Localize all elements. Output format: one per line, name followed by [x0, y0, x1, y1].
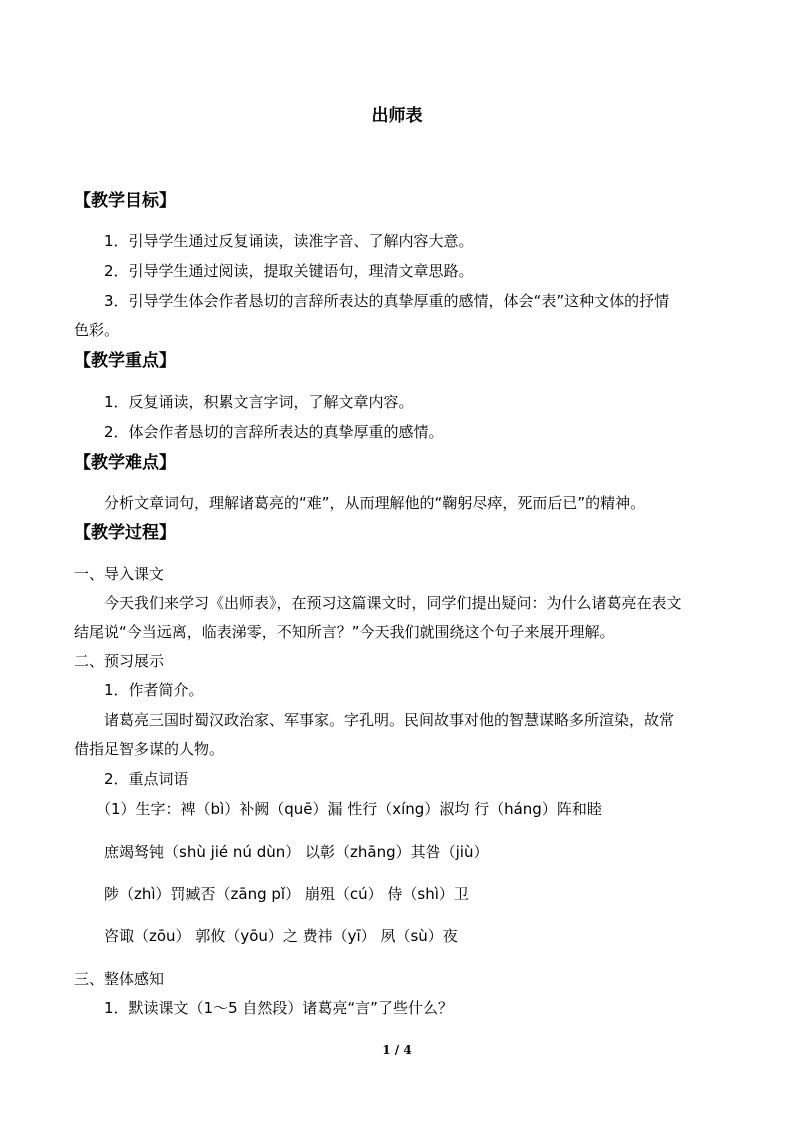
goal-item-2: 2．引导学生通过阅读，提取关键语句，理清文章思路。: [104, 262, 474, 280]
document-title: 出师表: [371, 106, 423, 126]
key-point-item-2: 2．体会作者恳切的言辞所表达的真挚厚重的感情。: [104, 423, 444, 441]
difficulty-text: 分析文章词句，理解诸葛亮的“难”，从而理解他的“鞠躬尽瘁，死而后已”的精神。: [104, 494, 646, 512]
part1-line-2: 结尾说“今当远离，临表涕零，不知所言？”今天我们就围绕这个句子来展开理解。: [74, 623, 615, 641]
author-line-1: 诸葛亮三国时蜀汉政治家、军事家。字孔明。民间故事对他的智慧谋略多所渲染，故常: [104, 711, 675, 729]
part1-line-1: 今天我们来学习《出师表》，在预习这篇课文时，同学们提出疑问：为什么诸葛亮在表文: [104, 594, 682, 612]
key-point-item-1: 1．反复诵读，积累文言字词，了解文章内容。: [104, 393, 414, 411]
goal-item-3-continued: 色彩。: [74, 321, 120, 339]
part2-sub-author: 1．作者简介。: [104, 681, 204, 699]
section-heading-difficulties: 【教学难点】: [74, 453, 176, 473]
vocab-line-1: （1）生字：裨（bì）补阙（quē）漏 性行（xíng）淑均 行（háng）阵和睦: [96, 800, 602, 818]
section-heading-process: 【教学过程】: [74, 523, 176, 543]
part2-heading: 二、预习展示: [74, 652, 165, 670]
section-heading-key-points: 【教学重点】: [74, 351, 176, 371]
vocab-line-2: 庶竭驽钝（shù jié nú dùn） 以彰（zhāng）其咎（jiù）: [104, 843, 489, 861]
part3-heading: 三、整体感知: [74, 970, 165, 988]
section-heading-goals: 【教学目标】: [74, 191, 176, 211]
goal-item-3: 3．引导学生体会作者恳切的言辞所表达的真挚厚重的感情，体会“表”这种文体的抒情: [104, 292, 670, 310]
part2-sub-vocab: 2．重点词语: [104, 770, 189, 788]
vocab-line-3: 陟（zhì）罚臧否（zāng pǐ） 崩殂（cú） 侍（shì）卫: [104, 885, 469, 903]
part3-sub-1: 1．默读课文（1～5 自然段）诸葛亮“言”了些什么？: [104, 999, 453, 1017]
goal-item-1: 1．引导学生通过反复诵读，读准字音、了解内容大意。: [104, 232, 474, 250]
vocab-line-4: 咨诹（zōu） 郭攸（yōu）之 费祎（yī） 夙（sù）夜: [104, 927, 458, 945]
author-line-2: 借指足智多谋的人物。: [74, 740, 225, 758]
part1-heading: 一、导入课文: [74, 565, 165, 583]
page-number: 1 / 4: [382, 1043, 412, 1057]
